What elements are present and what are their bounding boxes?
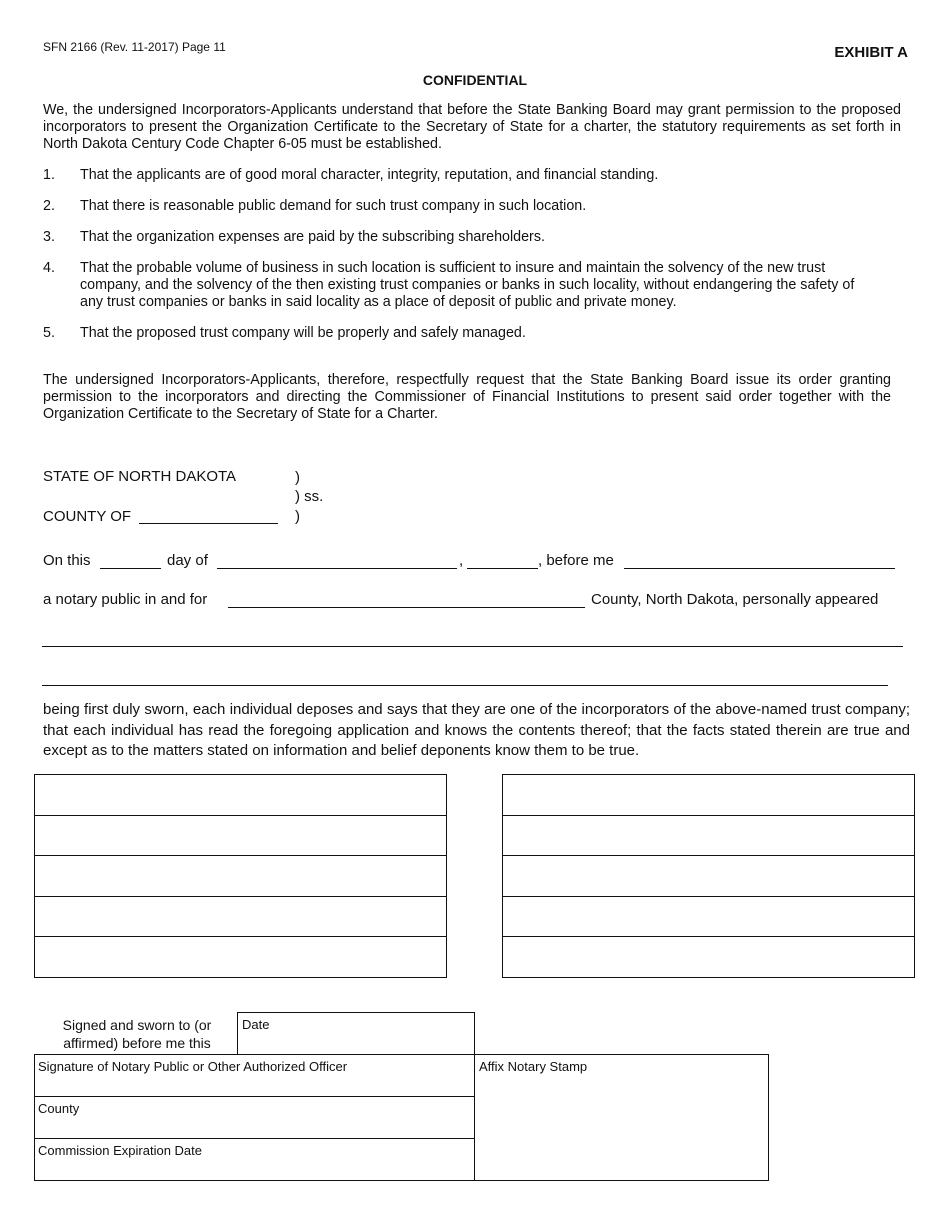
form-id: SFN 2166 (Rev. 11-2017) Page 11 (43, 40, 226, 54)
item-number: 4. (43, 260, 55, 276)
county-field[interactable] (139, 509, 278, 524)
notary-public-label: a notary public in and for (43, 591, 208, 608)
signature-cell[interactable] (35, 897, 446, 938)
on-this-label: On this (43, 552, 91, 569)
signature-cell[interactable] (503, 897, 914, 938)
signature-cell[interactable] (35, 816, 446, 857)
ss-label: ) ss. (295, 488, 324, 505)
signature-cell[interactable] (503, 937, 914, 978)
signed-sworn-label: Signed and sworn to (or affirmed) before me this (62, 1017, 212, 1051)
notary-stamp-area[interactable] (474, 1054, 769, 1181)
exhibit-label: EXHIBIT A (834, 44, 908, 61)
county-label: COUNTY OF (43, 508, 132, 525)
year-field[interactable] (467, 554, 538, 569)
commission-expiration-field[interactable] (34, 1138, 475, 1181)
list-item (43, 167, 858, 184)
item-text: That the organization expenses are paid by the subscribing shareholders. (80, 229, 545, 245)
item-text: That there is reasonable public demand for such trust company in such location. (80, 198, 587, 214)
state-label: STATE OF NORTH DAKOTA (43, 468, 237, 485)
notary-county-label: County (38, 1101, 80, 1116)
signature-cell[interactable] (35, 937, 446, 978)
month-field[interactable] (217, 554, 457, 569)
sworn-statement: being first duly sworn, each individual deposes and says that they are one of the incorporators of the above-named trust company; that each individual has read the foregoing application and knows the contents thereof; that the facts stated therein are true and except as to the matters stated on information and belief deponents know them to be true. (43, 701, 910, 759)
day-of-label: day of (167, 552, 208, 569)
item-text: That the applicants are of good moral character, integrity, reputation, and financial standing. (80, 167, 659, 183)
list-item (43, 229, 858, 246)
day-field[interactable] (100, 554, 161, 569)
notary-stamp-label: Affix Notary Stamp (479, 1059, 588, 1074)
signature-table-right (502, 774, 915, 978)
signature-cell[interactable] (35, 775, 446, 816)
item-number: 3. (43, 229, 55, 245)
notary-name-field[interactable] (624, 554, 895, 569)
intro-paragraph: We, the undersigned Incorporators-Applicants understand that before the State Banking Board may grant permission to the proposed incorporators to present the Organization Certificate to the Secretary of State for a charter, the statutory requirements as set forth in North Dakota Century Code Chapter 6-05 must be established. (43, 102, 901, 152)
page-title: CONFIDENTIAL (422, 72, 528, 88)
list-item (43, 325, 858, 342)
signature-cell[interactable] (503, 775, 914, 816)
notary-county-box[interactable] (34, 1096, 475, 1139)
signature-cell[interactable] (503, 856, 914, 897)
list-item (43, 260, 858, 311)
appeared-names-line-2[interactable] (42, 671, 888, 686)
appeared-names-line-1[interactable] (42, 632, 903, 647)
signature-cell[interactable] (35, 856, 446, 897)
commission-expiration-label: Commission Expiration Date (38, 1143, 203, 1158)
notary-county-field[interactable] (228, 593, 585, 608)
signature-table-left (34, 774, 447, 978)
item-text: That the probable volume of business in such location is sufficient to insure and maintain the solvency of the new trust company, and the solvency of the then existing trust companies or banks in such locality, without endangering the safety of any trust companies or banks in said locality as a place of deposit of public and private money. (80, 260, 855, 310)
item-number: 2. (43, 198, 55, 214)
date-field[interactable] (237, 1012, 475, 1055)
item-number: 1. (43, 167, 55, 183)
before-me-label: , before me (538, 552, 614, 569)
item-number: 5. (43, 325, 55, 341)
signature-cell[interactable] (503, 816, 914, 857)
item-text: That the proposed trust company will be properly and safely managed. (80, 325, 526, 341)
notary-signature-field[interactable] (34, 1054, 475, 1097)
request-paragraph: The undersigned Incorporators-Applicants, therefore, respectfully request that the State Banking Board issue its order granting permission to the incorporators and directing the Commissioner of Financial Institutions to present said order together with the Organization Certificate to the Secretary of State for a Charter. (43, 372, 891, 422)
county-nd-label: County, North Dakota, personally appeared (591, 591, 879, 608)
paren-1: ) (295, 469, 300, 486)
paren-3: ) (295, 508, 300, 525)
comma-label: , (459, 552, 464, 569)
notary-signature-label: Signature of Notary Public or Other Authorized Officer (38, 1059, 348, 1074)
date-label: Date (242, 1017, 270, 1032)
list-item (43, 198, 858, 215)
requirements-list (43, 167, 858, 356)
